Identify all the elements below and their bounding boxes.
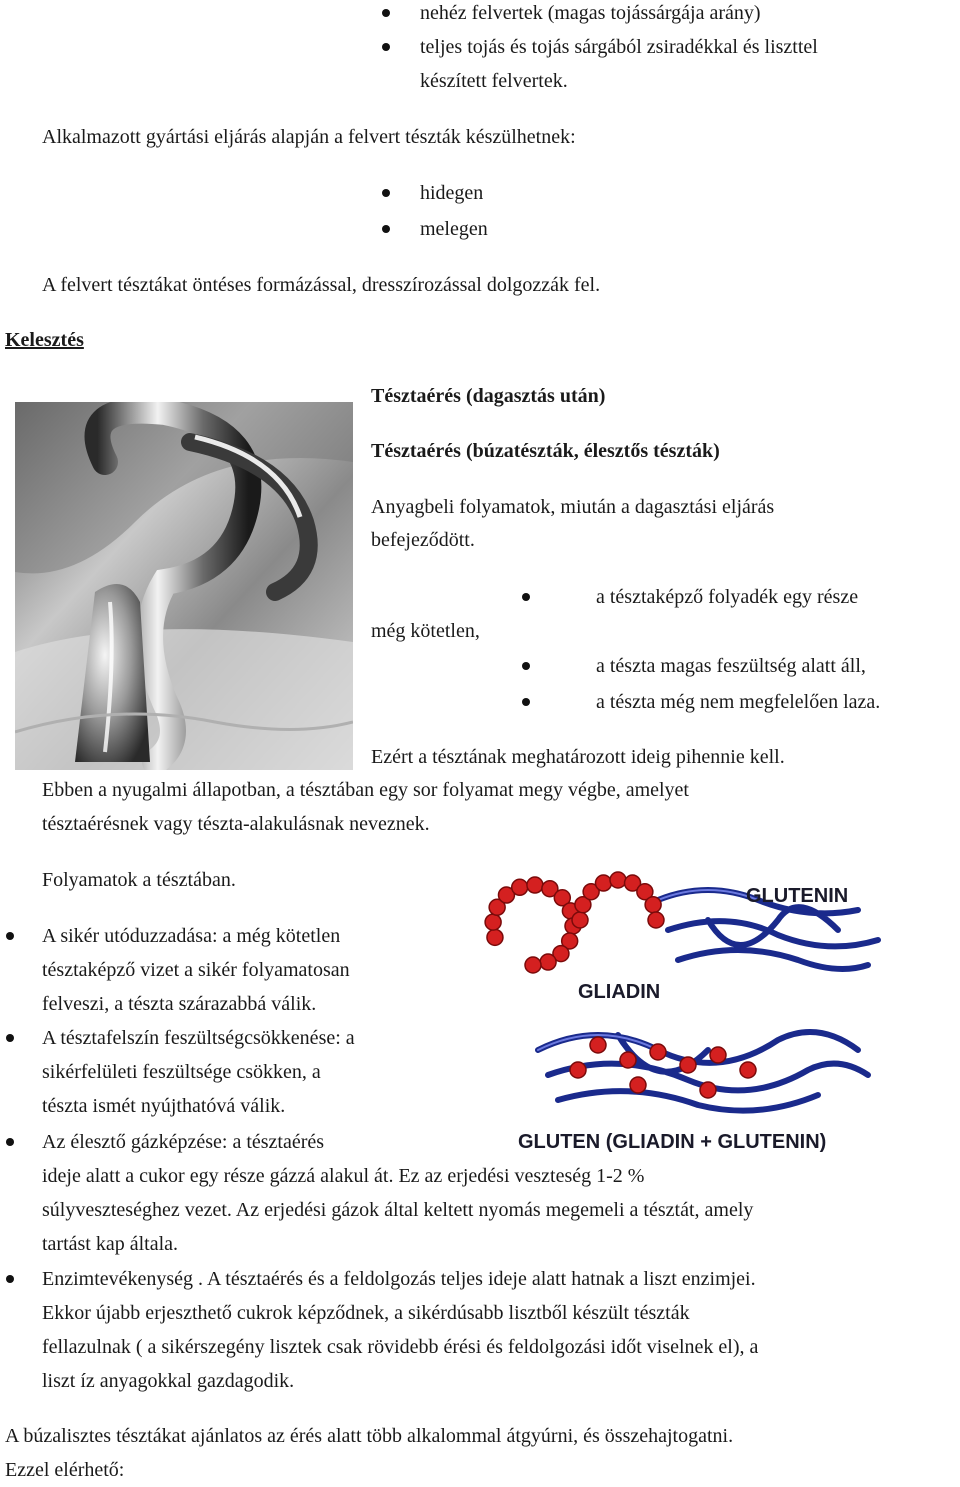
proc2-line-2: sikérfelületi feszültsége csökken, a: [42, 1061, 321, 1083]
closing-line-2: Ezzel elérhető:: [5, 1459, 125, 1481]
gliadin-label: GLIADIN: [578, 981, 661, 1003]
heading-wheat-yeast-dough: Tésztaérés (búzatészták, élesztős tészták): [371, 440, 720, 462]
gliadin-bead: [595, 875, 611, 891]
proc3-line-1: Az élesztő gázképzése: a tésztaérés: [42, 1131, 325, 1153]
method-intro: Alkalmazott gyártási eljárás alapján a felvert tészták készülhetnek:: [42, 126, 576, 148]
gliadin-bead: [680, 1057, 696, 1073]
proc3-line-3: súlyveszteséghez vezet. Az erjedési gázok által keltett nyomás megemeli a tésztát, amely: [42, 1199, 754, 1221]
para1-line-2: tésztaérésnek vagy tészta-alakulásnak neveznek.: [42, 813, 430, 835]
unbound-bullet-3: a tészta még nem megfelelően laza.: [596, 691, 881, 713]
desc-line-2: befejeződött.: [371, 529, 475, 551]
gliadin-bead: [648, 912, 664, 928]
heading-dough-maturing: Tésztaérés (dagasztás után): [371, 385, 606, 407]
proc1-line-2: tésztaképző vizet a sikér folyamatosan: [42, 959, 350, 981]
top-bullet-2-cont: készített felvertek.: [420, 70, 568, 92]
bullet-dot: [382, 225, 390, 233]
gliadin-bead: [570, 1062, 586, 1078]
para1-line-1: Ebben a nyugalmi állapotban, a tésztában egy sor folyamat megy végbe, amelyet: [42, 779, 689, 801]
bullet-dot: [522, 662, 530, 670]
top-bullet-1: nehéz felvertek (magas tojássárgája arány): [420, 2, 761, 24]
gliadin-bead: [650, 1044, 666, 1060]
bullet-dot: [6, 932, 14, 940]
proc1-line-1: A sikér utóduzzadása: a még kötetlen: [42, 925, 341, 947]
bullet-dot: [382, 189, 390, 197]
bullet-dot: [382, 43, 390, 51]
proc3-line-4: tartást kap általa.: [42, 1233, 179, 1255]
bullet-dot: [522, 593, 530, 601]
gliadin-bead: [620, 1052, 636, 1068]
gliadin-bead: [590, 1037, 606, 1053]
gliadin-bead: [485, 914, 501, 930]
closing-line: A búzalisztes tésztákat ajánlatos az érés alatt több alkalommal átgyúrni, és összehajtogatni.: [5, 1425, 734, 1447]
gliadin-bead: [645, 897, 661, 913]
unbound-bullet-1: a tésztaképző folyadék egy része: [596, 586, 859, 608]
bullet-dot: [522, 698, 530, 706]
unbound-bullet-2: a tészta magas feszültség alatt áll,: [596, 655, 866, 677]
gliadin-bead: [700, 1082, 716, 1098]
proc1-line-3: felveszi, a tészta szárazabbá válik.: [42, 993, 317, 1015]
proc4-line-3: fellazulnak ( a sikérszegény lisztek csak rövidebb érési és feldolgozási időt viselnek el), a: [42, 1336, 759, 1358]
proc4-line-2: Ekkor újabb erjeszthető cukrok képződnek, a sikérdúsabb lisztből készült tészták: [42, 1302, 690, 1324]
method-bullet-cold: hidegen: [420, 182, 484, 204]
gliadin-bead: [527, 877, 543, 893]
bullet-dot: [6, 1138, 14, 1146]
proc2-line-3: tészta ismét nyújthatóvá válik.: [42, 1095, 286, 1117]
top-bullet-2: teljes tojás és tojás sárgából zsiradékkal és liszttel: [420, 36, 818, 58]
gliadin-bead: [572, 912, 588, 928]
gluten-label: GLUTEN (GLIADIN + GLUTENIN): [518, 1131, 827, 1153]
gliadin-bead: [710, 1047, 726, 1063]
gliadin-bead: [630, 1077, 646, 1093]
desc-line-1: Anyagbeli folyamatok, miután a dagasztási eljárás: [371, 496, 775, 518]
section-title: Kelesztés: [5, 329, 84, 351]
proc3-line-2: ideje alatt a cukor egy része gázzá alakul át. Ez az erjedési veszteség 1-2 %: [42, 1165, 645, 1187]
shaping-text: A felvert tésztákat öntéses formázással, dresszírozással dolgozzák fel.: [42, 274, 601, 296]
proc2-line-1: A tésztafelszín feszültségcsökkenése: a: [42, 1027, 355, 1049]
proc4-line-4: liszt íz anyagokkal gazdagodik.: [42, 1370, 295, 1392]
unbound-label: még kötetlen,: [371, 620, 480, 642]
bullet-dot: [382, 9, 390, 17]
gliadin-bead: [610, 872, 626, 888]
gliadin-bead: [512, 879, 528, 895]
gluten-diagram: [478, 860, 898, 1160]
gliadin-bead: [540, 954, 556, 970]
proc4-line-1: Enzimtevékenység . A tésztaérés és a feldolgozás teljes ideje alatt hatnak a liszt enzimjei.: [42, 1268, 756, 1290]
dough-hook-photo: [15, 402, 353, 770]
method-bullet-warm: melegen: [420, 218, 488, 240]
bullet-dot: [6, 1034, 14, 1042]
gliadin-bead: [487, 929, 503, 945]
glutenin-label: GLUTENIN: [746, 885, 849, 907]
gliadin-bead: [740, 1062, 756, 1078]
bullet-dot: [6, 1275, 14, 1283]
rest-line: Ezért a tésztának meghatározott ideig pihennie kell.: [371, 746, 785, 768]
gliadin-bead: [525, 957, 541, 973]
processes-title: Folyamatok a tésztában.: [42, 869, 236, 891]
